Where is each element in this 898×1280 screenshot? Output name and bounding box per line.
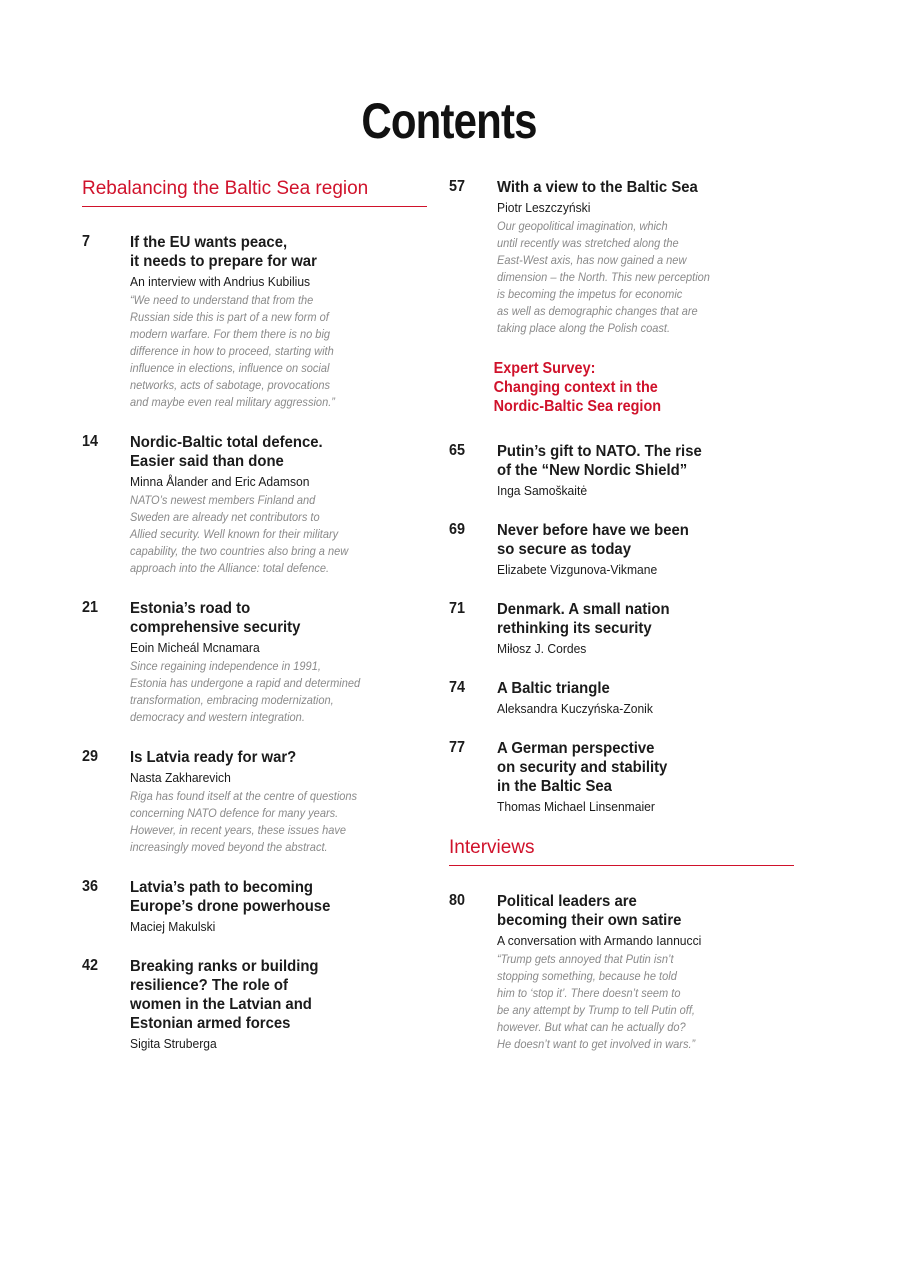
article-author: Eoin Micheál Mcnamara	[130, 640, 260, 655]
article-title: Breaking ranks or building resilience? The role of women in the Latvian and Estonian armed forces	[130, 958, 319, 1032]
article-author: Inga Samoškaitė	[497, 483, 588, 498]
article-author: Nasta Zakharevich	[130, 770, 231, 785]
page-number: 71	[449, 600, 466, 617]
left-column	[82, 178, 427, 1074]
page-number: 57	[449, 178, 466, 195]
page-number: 80	[449, 892, 466, 909]
article-author: A conversation with Armando Iannucci	[497, 933, 702, 948]
page-number: 69	[449, 521, 466, 538]
article-summary: “We need to understand that from the Russian side this is part of a new form of modern warfare. For them there is no big difference in how to proceed, starting with influence in elections, influence on social networks, acts of sabotage, provocations and maybe even real military aggression.”	[130, 293, 335, 409]
article-list	[82, 233, 427, 1052]
page-number: 29	[82, 748, 99, 765]
article-author: Aleksandra Kuczyńska-Zonik	[497, 701, 653, 716]
page-number: 7	[82, 233, 91, 250]
toc-entry[interactable]	[449, 521, 794, 578]
article-title: Nordic-Baltic total defence. Easier said than done	[130, 434, 323, 470]
toc-entry[interactable]	[82, 233, 427, 411]
toc-entry[interactable]	[82, 748, 427, 856]
article-summary: Our geopolitical imagination, which until recently was stretched along the East-West axis, has now gained a new dimension – the North. This new perception is becoming the impetus for economic as well as demographic changes that are taking place along the Polish coast.	[497, 219, 710, 335]
article-title: Denmark. A small nation rethinking its security	[497, 601, 670, 637]
article-summary: “Trump gets annoyed that Putin isn’t stopping something, because he told him to ‘stop it’. There doesn’t seem to be any attempt by Trump to tell Putin off, however. But what can he actually do? He doesn’t want to get involved in wars.”	[497, 952, 696, 1051]
article-title: Never before have we been so secure as today	[497, 522, 689, 558]
page-number: 14	[82, 433, 99, 450]
article-title: Latvia’s path to becoming Europe’s drone powerhouse	[130, 879, 331, 915]
article-list	[449, 892, 794, 1053]
toc-entry[interactable]	[82, 957, 427, 1052]
article-title: A Baltic triangle	[497, 680, 610, 697]
toc-entry[interactable]	[82, 878, 427, 935]
article-title: If the EU wants peace, it needs to prepare for war	[130, 234, 317, 270]
article-title: Political leaders are becoming their own satire	[497, 893, 682, 929]
page-number: 74	[449, 679, 466, 696]
article-title: A German perspective on security and stability in the Baltic Sea	[497, 740, 668, 795]
right-column	[449, 178, 794, 1075]
page-title: Contents	[361, 93, 537, 149]
article-author: An interview with Andrius Kubilius	[130, 274, 311, 289]
article-author: Piotr Leszczyński	[497, 200, 591, 215]
article-author: Sigita Struberga	[130, 1036, 217, 1051]
toc-entry[interactable]	[449, 442, 794, 499]
article-author: Elizabete Vizgunova-Vikmane	[497, 562, 658, 577]
page-number: 77	[449, 739, 466, 756]
toc-entry[interactable]	[449, 739, 794, 815]
article-title: Is Latvia ready for war?	[130, 749, 297, 766]
toc-entry[interactable]	[82, 599, 427, 726]
toc-entry[interactable]	[82, 433, 427, 577]
expert-survey-heading: Expert Survey: Changing context in the Nordic-Baltic Sea region	[493, 360, 662, 415]
article-title: Estonia’s road to comprehensive security	[130, 600, 301, 636]
toc-entry[interactable]	[449, 600, 794, 657]
article-title: With a view to the Baltic Sea	[497, 179, 698, 196]
page-number: 65	[449, 442, 466, 459]
toc-entry[interactable]	[449, 178, 794, 337]
article-author: Maciej Makulski	[130, 919, 216, 934]
article-list	[449, 442, 794, 815]
page-number: 42	[82, 957, 99, 974]
page-number: 36	[82, 878, 99, 895]
section-heading-rebalancing: Rebalancing the Baltic Sea region	[82, 178, 427, 207]
article-author: Miłosz J. Cordes	[497, 641, 587, 656]
section-heading-interviews: Interviews	[449, 837, 794, 866]
article-summary: NATO’s newest members Finland and Sweden are already net contributors to Allied security. Well known for their military capability, the two countries also bring a new approach into the Alliance: total defence.	[130, 493, 349, 575]
article-author: Minna Ålander and Eric Adamson	[130, 474, 310, 489]
toc-entry[interactable]	[449, 892, 794, 1053]
toc-entry[interactable]	[449, 679, 794, 717]
article-title: Putin’s gift to NATO. The rise of the “New Nordic Shield”	[497, 443, 702, 479]
article-summary: Riga has found itself at the centre of questions concerning NATO defence for many years. However, in recent years, these issues have increasingly moved beyond the abstract.	[130, 789, 358, 854]
article-author: Thomas Michael Linsenmaier	[497, 799, 655, 814]
page-number: 21	[82, 599, 99, 616]
article-summary: Since regaining independence in 1991, Estonia has undergone a rapid and determined transformation, embracing modernization, democracy and western integration.	[130, 659, 361, 724]
article-list	[449, 178, 794, 337]
